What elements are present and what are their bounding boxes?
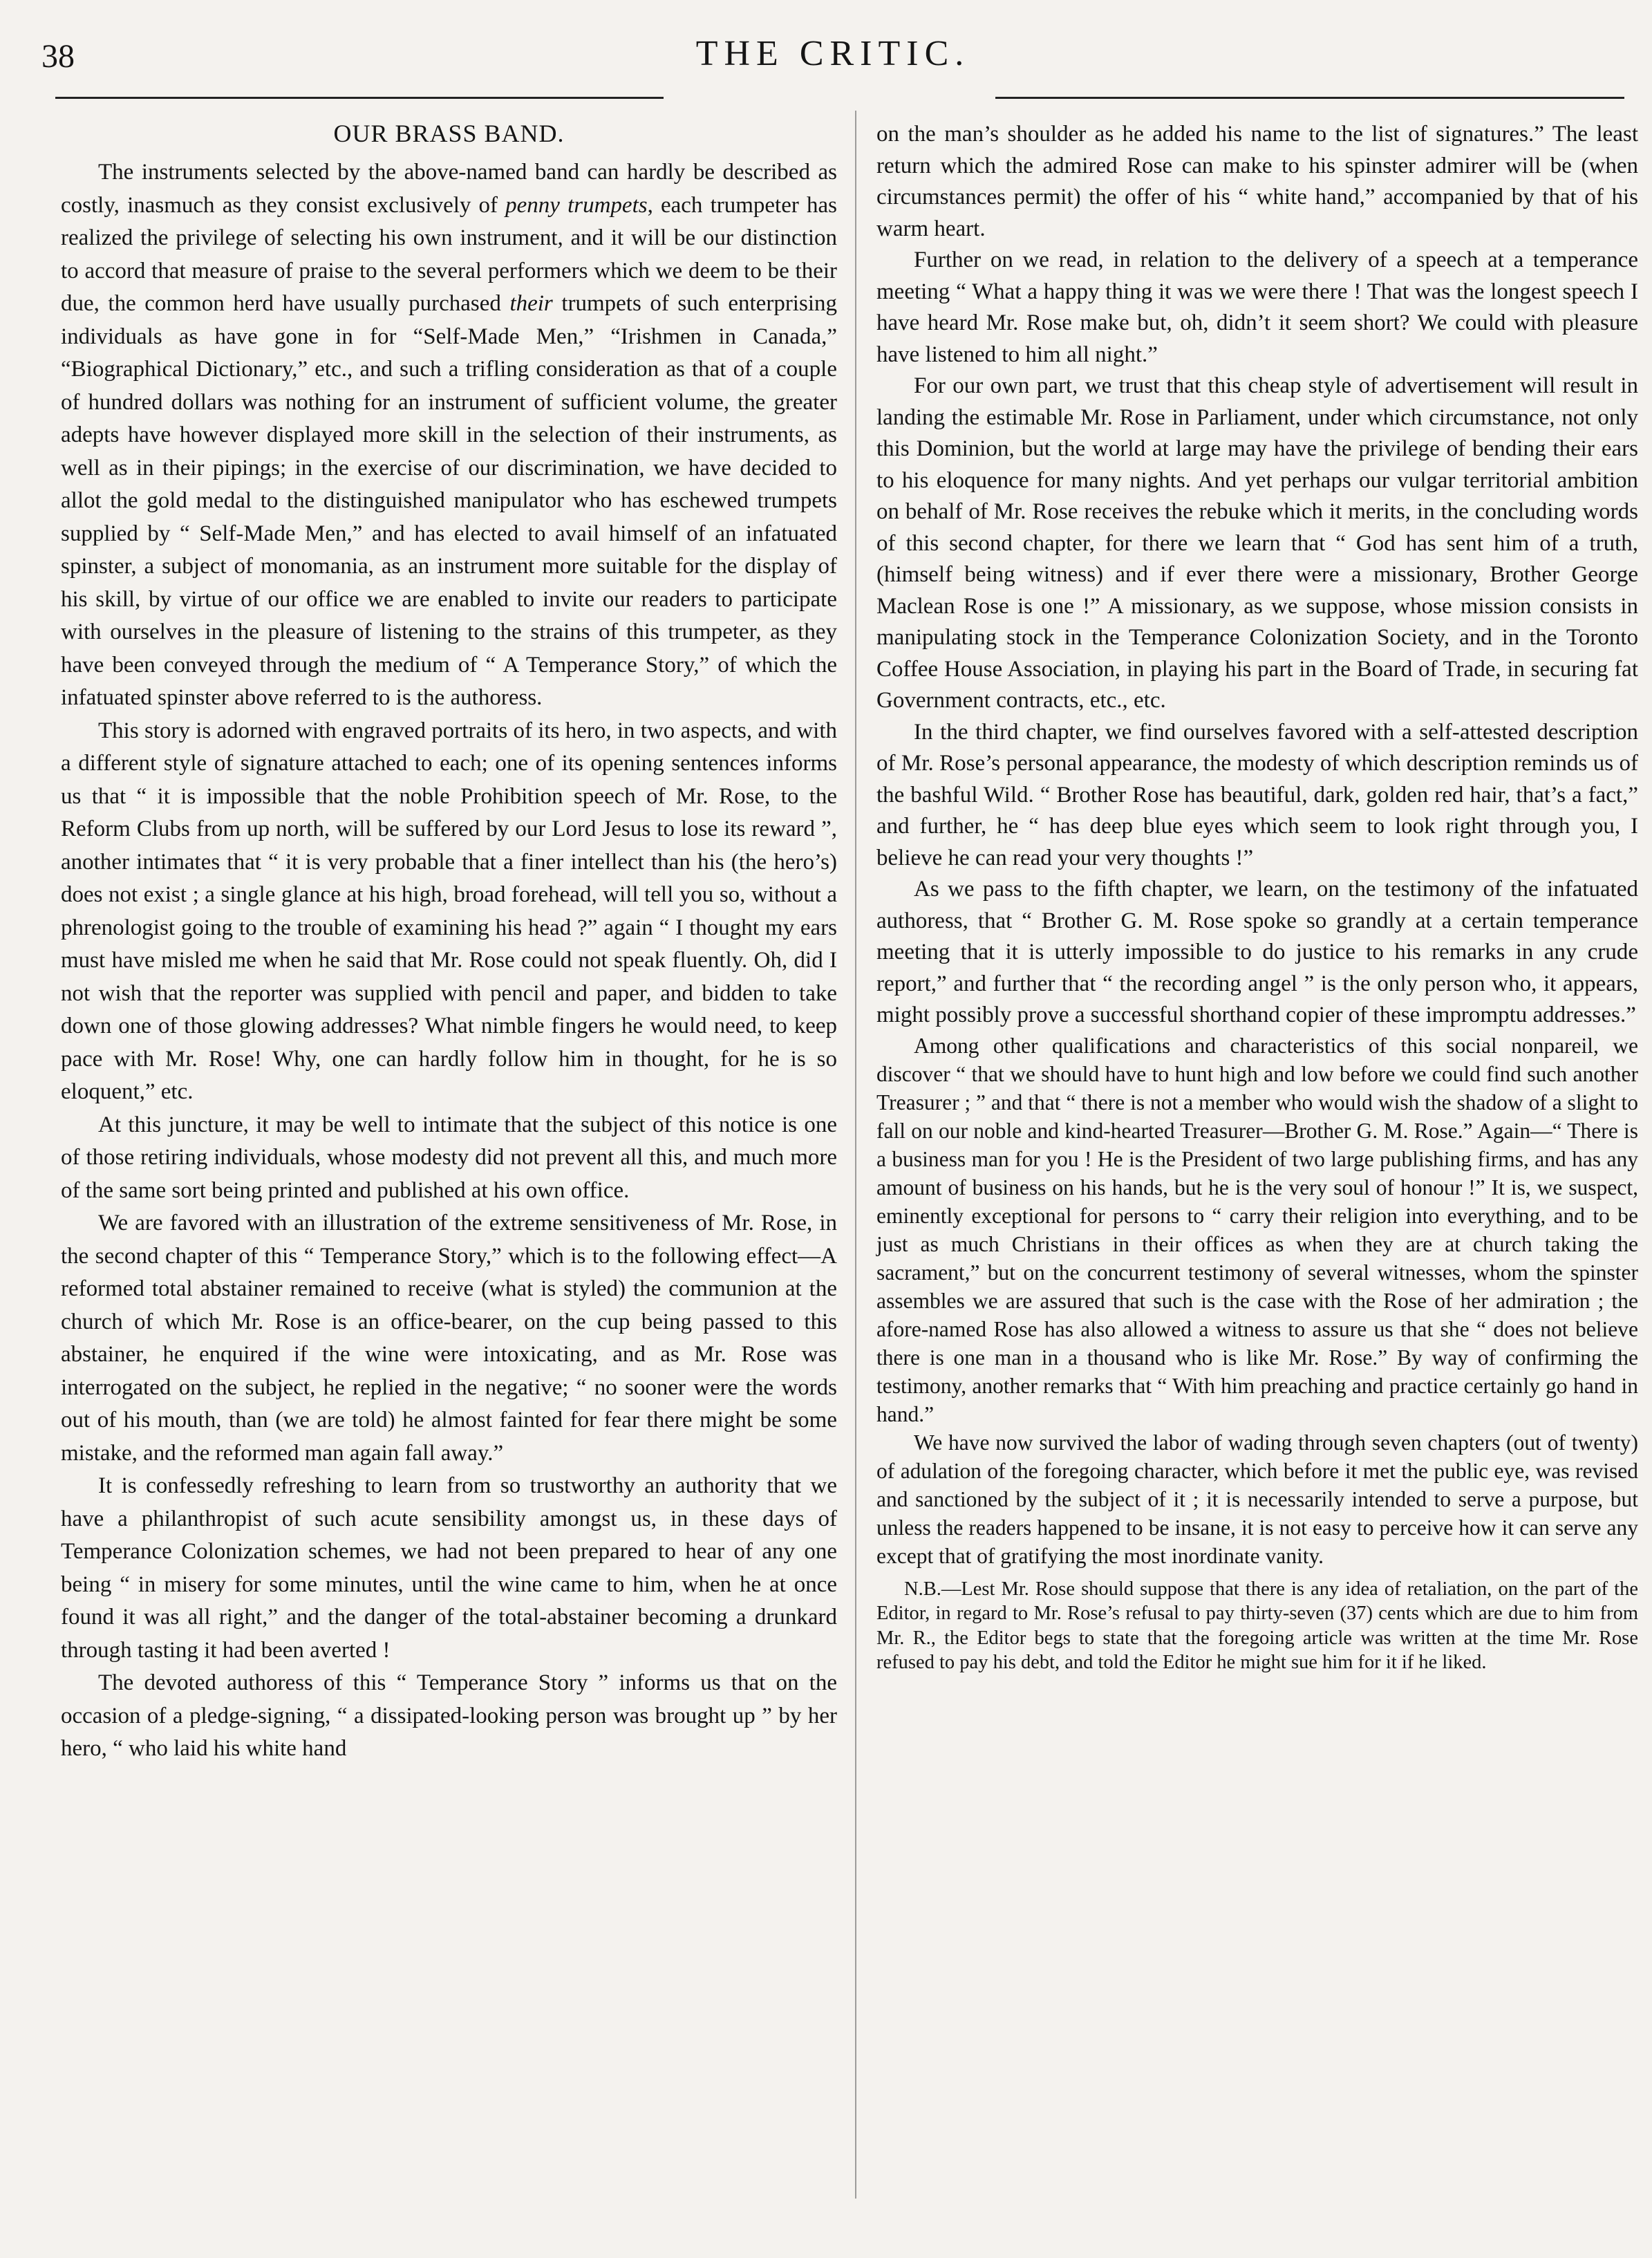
article-paragraph: The devoted authoress of this “ Temperance Story ” informs us that on the occasion of a pledge-signing, “ a dissipated-looking person was brought up ” by her hero, “ who laid his white hand [61,1670,837,1761]
editor-note: N.B.—Lest Mr. Rose should suppose that there is any idea of retaliation, on the part of the Editor, in regard to Mr. Rose’s refusal to pay thirty-seven (37) cents which are due to him from Mr. R., the Editor begs to state that the foregoing article was written at the time Mr. Rose refused to pay his debt, and told the Editor he might sue him for it if he liked. [876,1578,1638,1673]
emphasis-text: penny trumpets [505,192,648,218]
right-column [876,119,1638,1675]
article-paragraph: This story is adorned with engraved portraits of its hero, in two aspects, and with a different style of signature attached to each; one of its opening sentences informs us that “ it is impossible that the noble Prohibition speech of Mr. Rose, to the Reform Clubs from up north, will be suffered by our Lord Jesus to lose its reward ”, another intimates that “ it is very probable that a finer intellect than his (the hero’s) does not exist ; a single glance at his high, broad forehead, will tell you so, without a phrenologist going to the trouble of examining his head ?” again “ I thought my ears must have misled me when he said that Mr. Rose could not speak fluently. Oh, did I not wish that the reporter was supplied with pencil and paper, and bidden to take down one of those glowing addresses? What nimble fingers he would need, to keep pace with Mr. Rose! Why, one can hardly follow him in thought, for he is so eloquent,” etc. [61,718,837,1104]
article-paragraph: Among other qualifications and characteristics of this social nonpareil, we discover “ that we should have to hunt high and low before we could find such another Treasurer ; ” and that “ there is not a member who would wish the shadow of a slight to fall on our noble and kind-hearted Treasurer—Brother G. M. Rose.” Again—“ There is a business man for you ! He is the President of two large publishing firms, and has any amount of business on his hands, but he is the very soul of honour !” It is, we suspect, eminently exceptional for persons to “ carry their religion into everything, and to be just as much Christians in their offices as when they are at church taking the sacrament,” but on the concurrent testimony of several witnesses, whom the spinster assembles we are assured that such is the case with the Rose of her admiration ; the afore-named Rose has also allowed a witness to assure us that she “ does not believe there is one man in a thousand who is like Mr. Rose.” By way of confirming the testimony, another remarks that “ With him preaching and practice certainly go hand in hand.” [876,1033,1638,1426]
header-rule-right [995,97,1624,99]
page-number: 38 [41,38,75,75]
paper-title: THE CRITIC. [695,34,970,73]
article-paragraph: Further on we read, in relation to the delivery of a speech at a temperance meeting “ What a happy thing it was we were there ! That was the longest speech I have heard Mr. Rose make but, oh, didn’t it seem short? We could with pleasure have listened to him all night.” [876,248,1638,367]
article-paragraph [61,156,837,715]
paragraph-text: The instruments selected by the above-named band can hardly be described as costly, inasmuch as they consist exclusively of [61,160,837,218]
article-title: OUR BRASS BAND. [333,120,565,147]
column-divider [855,111,856,2199]
left-column [61,119,837,1766]
paragraph-text: trumpets of such enterprising individuals as have gone in for “Self-Made Men,” “Irishmen in Canada,” “Biographical Dictionary,” etc., and such a trifling consideration as that of a couple of hundred dollars was nothing for an instrument of sufficient volume, the greater adepts have however displayed more skill in the selection of their instruments, as well as in their pipings; in the exercise of our discrimination, we have decided to allot the gold medal to the distinguished manipulator who has eschewed trumpets supplied by “ Self-Made Men,” and has elected to avail himself of an infatuated spinster, a subject of monomania, as an instrument more suitable for the display of his skill, by virtue of our office we are enabled to invite our readers to participate with ourselves in the pleasure of listening to the strains of this trumpeter, as they have been conveyed through the medium of “ A Temperance Story,” of which the infatuated spinster above referred to is the authoress. [61,291,837,710]
article-paragraph: We have now survived the labor of wading through seven chapters (out of twenty) of adulation of the foregoing character, which before it met the public eye, was revised and sanctioned by the subject of it ; it is necessarily intended to serve a purpose, but unless the readers happened to be insane, it is not easy to perceive how it can serve any except that of gratifying the most inordinate vanity. [876,1430,1638,1568]
emphasis-text: their [509,291,553,316]
article-paragraph: As we pass to the fifth chapter, we learn, on the testimony of the infatuated authoress, that “ Brother G. M. Rose spoke so grandly at a certain temperance meeting that it is utterly impossible to do justice to his remarks in any crude report,” and further that “ the recording angel ” is the only person who, it appears, might possibly prove a successful shorthand copier of these impromptu addresses.” [876,877,1638,1027]
masthead [41,33,1624,82]
paragraph-text: , each trumpeter has realized the privilege of selecting his own instrument, and it will be our distinction to accord that measure of praise to the several performers which we deem to be their due, the common herd have usually purchased [61,192,837,316]
article-paragraph: In the third chapter, we find ourselves favored with a self-attested description of Mr. Rose’s personal appearance, the modesty of which description reminds us of the bashful Wild. “ Brother Rose has beautiful, dark, golden red hair, that’s a fact,” and further, he “ has deep blue eyes which seem to look right through you, I believe he can read your very thoughts !” [876,719,1638,870]
article-paragraph: It is confessedly refreshing to learn from so trustworthy an authority that we have a philanthropist of such acute sensibility amongst us, in these days of Temperance Colonization schemes, we had not been prepared to hear of any one being “ in misery for some minutes, until the wine came to him, when he at once found it was all right,” and the danger of the total-abstainer becoming a drunkard through tasting it had been averted ! [61,1473,837,1663]
article-paragraph: We are favored with an illustration of the extreme sensitiveness of Mr. Rose, in the second chapter of this “ Temperance Story,” which is to the following effect—A reformed total abstainer remained to receive (what is styled) the communion at the church of which Mr. Rose is an office-bearer, on the cup being passed to this abstainer, he enquired if the wine were intoxicating, and as Mr. Rose was interrogated on the subject, he replied in the negative; “ no sooner were the words out of his mouth, than (we are told) he almost fainted for fear there might be some mistake, and the reformed man again fall away.” [61,1211,837,1466]
header-rule-left [55,97,664,99]
article-paragraph: At this juncture, it may be well to intimate that the subject of this notice is one of those retiring individuals, whose modesty did not prevent all this, and much more of the same sort being printed and published at his own office. [61,1112,837,1203]
article-paragraph: on the man’s shoulder as he added his name to the list of signatures.” The least return which the admired Rose can make to his spinster admirer will be (when circumstances permit) the offer of his “ white hand,” accompanied by that of his warm heart. [876,122,1638,241]
article-paragraph: For our own part, we trust that this cheap style of advertisement will result in landing the estimable Mr. Rose in Parliament, under which circumstance, not only this Dominion, but the world at large may have the privilege of bending their ears to his eloquence for many nights. And yet perhaps our vulgar territorial ambition on behalf of Mr. Rose receives the rebuke which it merits, in the concluding words of this second chapter, for there we learn that “ God has sent him of a truth, (himself being witness) and if ever there were a missionary, Brother George Maclean Rose is one !” A missionary, as we suppose, whose mission consists in manipulating stock in the Temperance Colonization Society, and in the Toronto Coffee House Association, in playing his part in the Board of Trade, in securing fat Government contracts, etc., etc. [876,373,1638,713]
